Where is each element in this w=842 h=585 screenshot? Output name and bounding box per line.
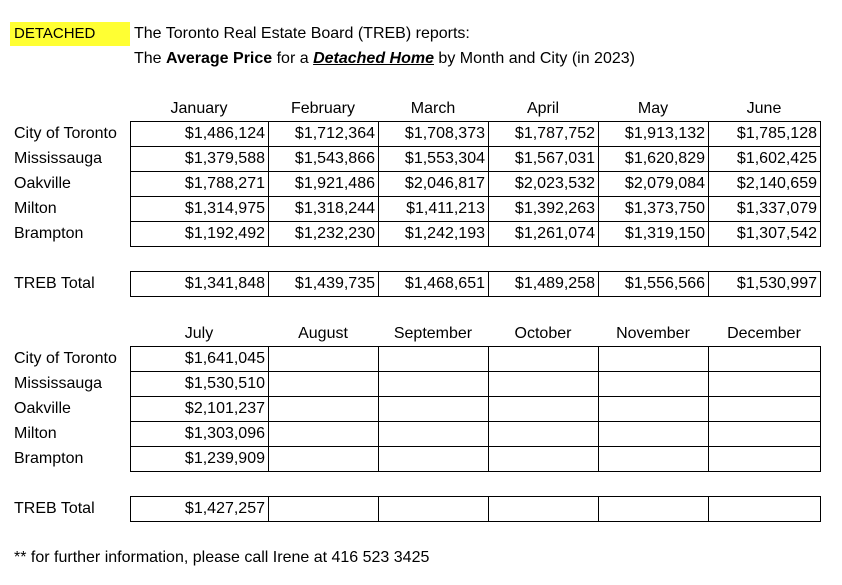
price-cell: $1,785,128	[709, 122, 821, 147]
city-label: City of Toronto	[14, 350, 117, 367]
price-cell	[489, 447, 599, 472]
total-cell: $1,341,848	[131, 272, 269, 297]
total-table	[130, 496, 821, 522]
price-cell: $1,314,975	[131, 197, 269, 222]
city-label: Oakville	[14, 400, 71, 417]
price-cell: $2,023,532	[489, 172, 599, 197]
table-row	[131, 147, 821, 172]
total-cell	[709, 497, 821, 522]
price-cell: $2,046,817	[379, 172, 489, 197]
price-cell	[709, 447, 821, 472]
report-title: The Toronto Real Estate Board (TREB) reports:	[134, 25, 470, 42]
price-cell	[269, 397, 379, 422]
price-cell: $1,620,829	[599, 147, 709, 172]
price-cell: $1,543,866	[269, 147, 379, 172]
total-cell: $1,427,257	[131, 497, 269, 522]
price-cell	[489, 347, 599, 372]
price-cell	[489, 397, 599, 422]
subtitle-average-price: Average Price	[166, 50, 273, 67]
total-cell	[379, 497, 489, 522]
city-label: Mississauga	[14, 375, 103, 392]
price-cell	[709, 422, 821, 447]
month-header: January	[170, 100, 228, 117]
price-cell: $1,602,425	[709, 147, 821, 172]
price-cell: $1,192,492	[131, 222, 269, 247]
total-row	[131, 497, 821, 522]
month-header: August	[298, 325, 348, 342]
price-cell	[599, 422, 709, 447]
price-cell: $1,530,510	[131, 372, 269, 397]
city-label: Brampton	[14, 450, 84, 467]
table-row	[131, 372, 821, 397]
price-table	[130, 346, 821, 472]
month-header: April	[526, 100, 559, 117]
subtitle-suffix: by Month and City (in 2023)	[433, 50, 635, 67]
category-tag: DETACHED	[10, 22, 130, 46]
month-header: September	[393, 325, 473, 342]
price-cell: $1,486,124	[131, 122, 269, 147]
total-cell: $1,556,566	[599, 272, 709, 297]
month-header: July	[184, 325, 214, 342]
total-cell	[269, 497, 379, 522]
price-cell	[709, 397, 821, 422]
price-cell	[269, 447, 379, 472]
subtitle-mid: for a	[272, 50, 314, 67]
month-header: March	[410, 100, 456, 117]
price-cell: $1,373,750	[599, 197, 709, 222]
price-cell: $1,307,542	[709, 222, 821, 247]
price-cell	[379, 347, 489, 372]
table-row	[131, 222, 821, 247]
subtitle-prefix: The	[134, 50, 167, 67]
month-header: December	[727, 325, 801, 342]
table-row	[131, 397, 821, 422]
report-subtitle	[134, 47, 635, 71]
total-cell: $1,468,651	[379, 272, 489, 297]
price-cell	[379, 447, 489, 472]
treb-total-label: TREB Total	[14, 500, 95, 517]
city-label: Mississauga	[14, 150, 103, 167]
subtitle-detached-home: Detached Home	[313, 50, 434, 67]
price-cell: $1,337,079	[709, 197, 821, 222]
price-cell: $1,318,244	[269, 197, 379, 222]
price-cell	[599, 347, 709, 372]
footnote: ** for further information, please call Irene at 416 523 3425	[14, 549, 430, 566]
treb-total-label: TREB Total	[14, 275, 95, 292]
price-cell: $1,242,193	[379, 222, 489, 247]
price-cell: $2,101,237	[131, 397, 269, 422]
price-cell	[379, 422, 489, 447]
month-header: November	[616, 325, 690, 342]
total-table	[130, 271, 821, 297]
table-row	[131, 447, 821, 472]
city-label: Brampton	[14, 225, 84, 242]
price-cell: $1,641,045	[131, 347, 269, 372]
price-cell: $1,913,132	[599, 122, 709, 147]
price-cell	[709, 372, 821, 397]
price-cell: $1,303,096	[131, 422, 269, 447]
month-header: June	[746, 100, 782, 117]
price-cell: $1,787,752	[489, 122, 599, 147]
price-cell: $1,379,588	[131, 147, 269, 172]
price-cell: $1,232,230	[269, 222, 379, 247]
city-label: Milton	[14, 200, 57, 217]
price-cell: $1,788,271	[131, 172, 269, 197]
price-cell: $1,712,364	[269, 122, 379, 147]
price-cell: $1,411,213	[379, 197, 489, 222]
month-header: October	[514, 325, 572, 342]
price-cell: $1,708,373	[379, 122, 489, 147]
table-row	[131, 172, 821, 197]
city-label: Oakville	[14, 175, 71, 192]
price-cell	[709, 347, 821, 372]
city-label: Milton	[14, 425, 57, 442]
price-cell	[269, 372, 379, 397]
price-cell: $2,140,659	[709, 172, 821, 197]
price-cell: $1,553,304	[379, 147, 489, 172]
table-row	[131, 122, 821, 147]
total-cell: $1,530,997	[709, 272, 821, 297]
price-cell: $1,239,909	[131, 447, 269, 472]
price-cell	[379, 397, 489, 422]
total-cell: $1,439,735	[269, 272, 379, 297]
total-row	[131, 272, 821, 297]
price-table	[130, 121, 821, 247]
price-cell	[599, 372, 709, 397]
price-cell	[269, 422, 379, 447]
table-row	[131, 422, 821, 447]
price-cell: $1,392,263	[489, 197, 599, 222]
month-header: February	[290, 100, 356, 117]
price-cell	[489, 422, 599, 447]
city-label: City of Toronto	[14, 125, 117, 142]
price-cell: $1,567,031	[489, 147, 599, 172]
price-cell	[489, 372, 599, 397]
price-cell: $1,261,074	[489, 222, 599, 247]
price-cell: $2,079,084	[599, 172, 709, 197]
total-cell	[599, 497, 709, 522]
table-row	[131, 347, 821, 372]
price-cell	[379, 372, 489, 397]
total-cell	[489, 497, 599, 522]
total-cell: $1,489,258	[489, 272, 599, 297]
price-cell	[599, 447, 709, 472]
price-cell	[599, 397, 709, 422]
table-row	[131, 197, 821, 222]
price-cell: $1,319,150	[599, 222, 709, 247]
price-cell: $1,921,486	[269, 172, 379, 197]
month-header: May	[637, 100, 669, 117]
price-cell	[269, 347, 379, 372]
